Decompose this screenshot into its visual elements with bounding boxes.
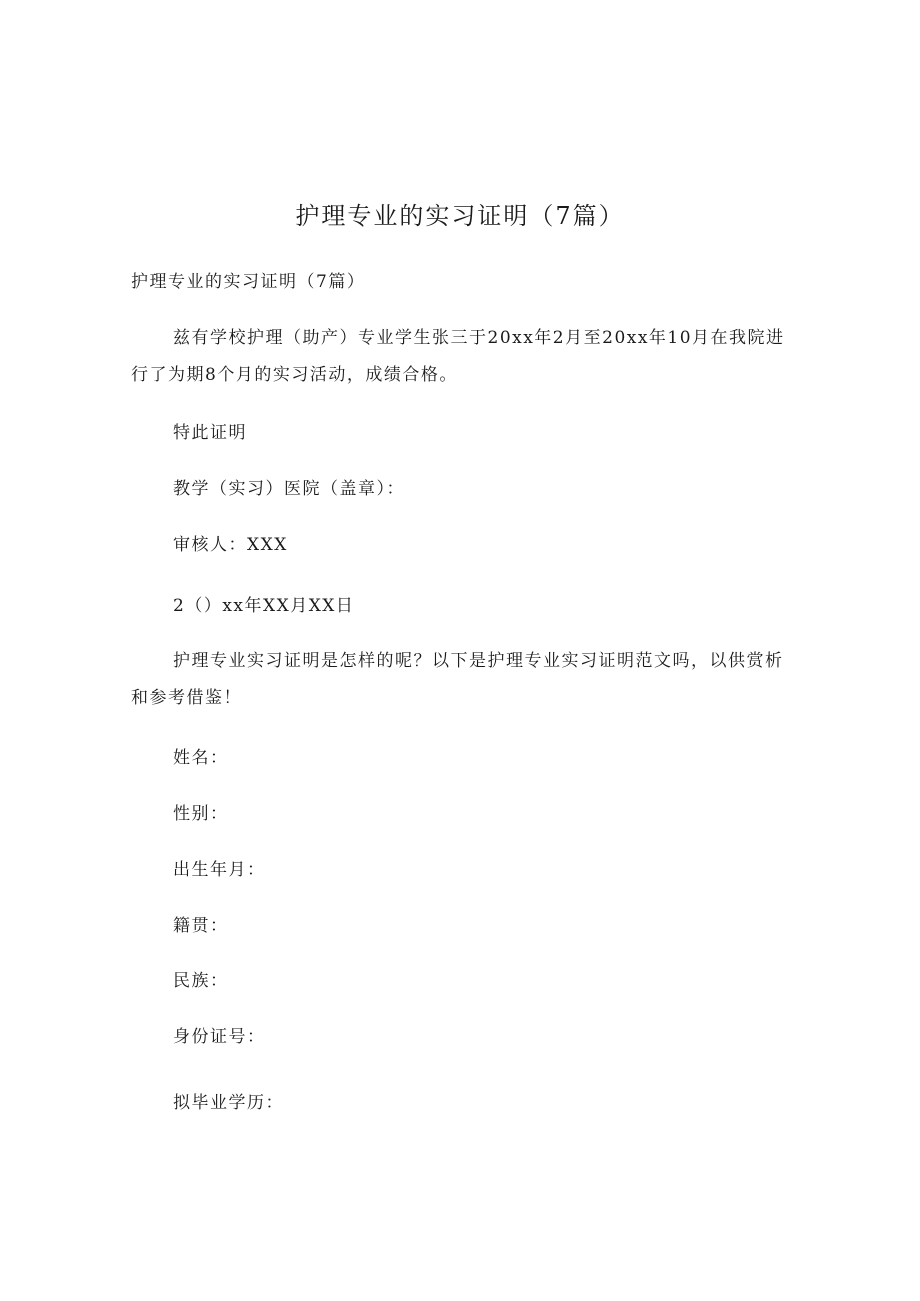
reviewer-line: 审核人：XXX — [173, 535, 288, 555]
document-subtitle: 护理专业的实习证明（7篇） — [131, 272, 366, 292]
certify-line: 特此证明 — [173, 423, 247, 443]
field-id-number: 身份证号： — [173, 1027, 266, 1047]
field-birth-date: 出生年月： — [173, 860, 266, 880]
field-gender: 性别： — [173, 804, 229, 824]
description-paragraph: 护理专业实习证明是怎样的呢？以下是护理专业实习证明范文吗，以供赏析和参考借鉴！ — [131, 651, 784, 708]
date-line: 2（）xx年XX月XX日 — [173, 596, 355, 616]
field-ethnicity: 民族： — [173, 971, 229, 991]
field-education: 拟毕业学历： — [173, 1093, 284, 1113]
field-name: 姓名： — [173, 748, 229, 768]
hospital-seal-line: 教学（实习）医院（盖章）： — [173, 479, 405, 499]
field-native-place: 籍贯： — [173, 916, 229, 936]
intro-paragraph: 兹有学校护理（助产）专业学生张三于20xx年2月至20xx年10月在我院进行了为期8个月的实习活动，成绩合格。 — [131, 328, 785, 385]
document-title: 护理专业的实习证明（7篇） — [295, 202, 625, 230]
